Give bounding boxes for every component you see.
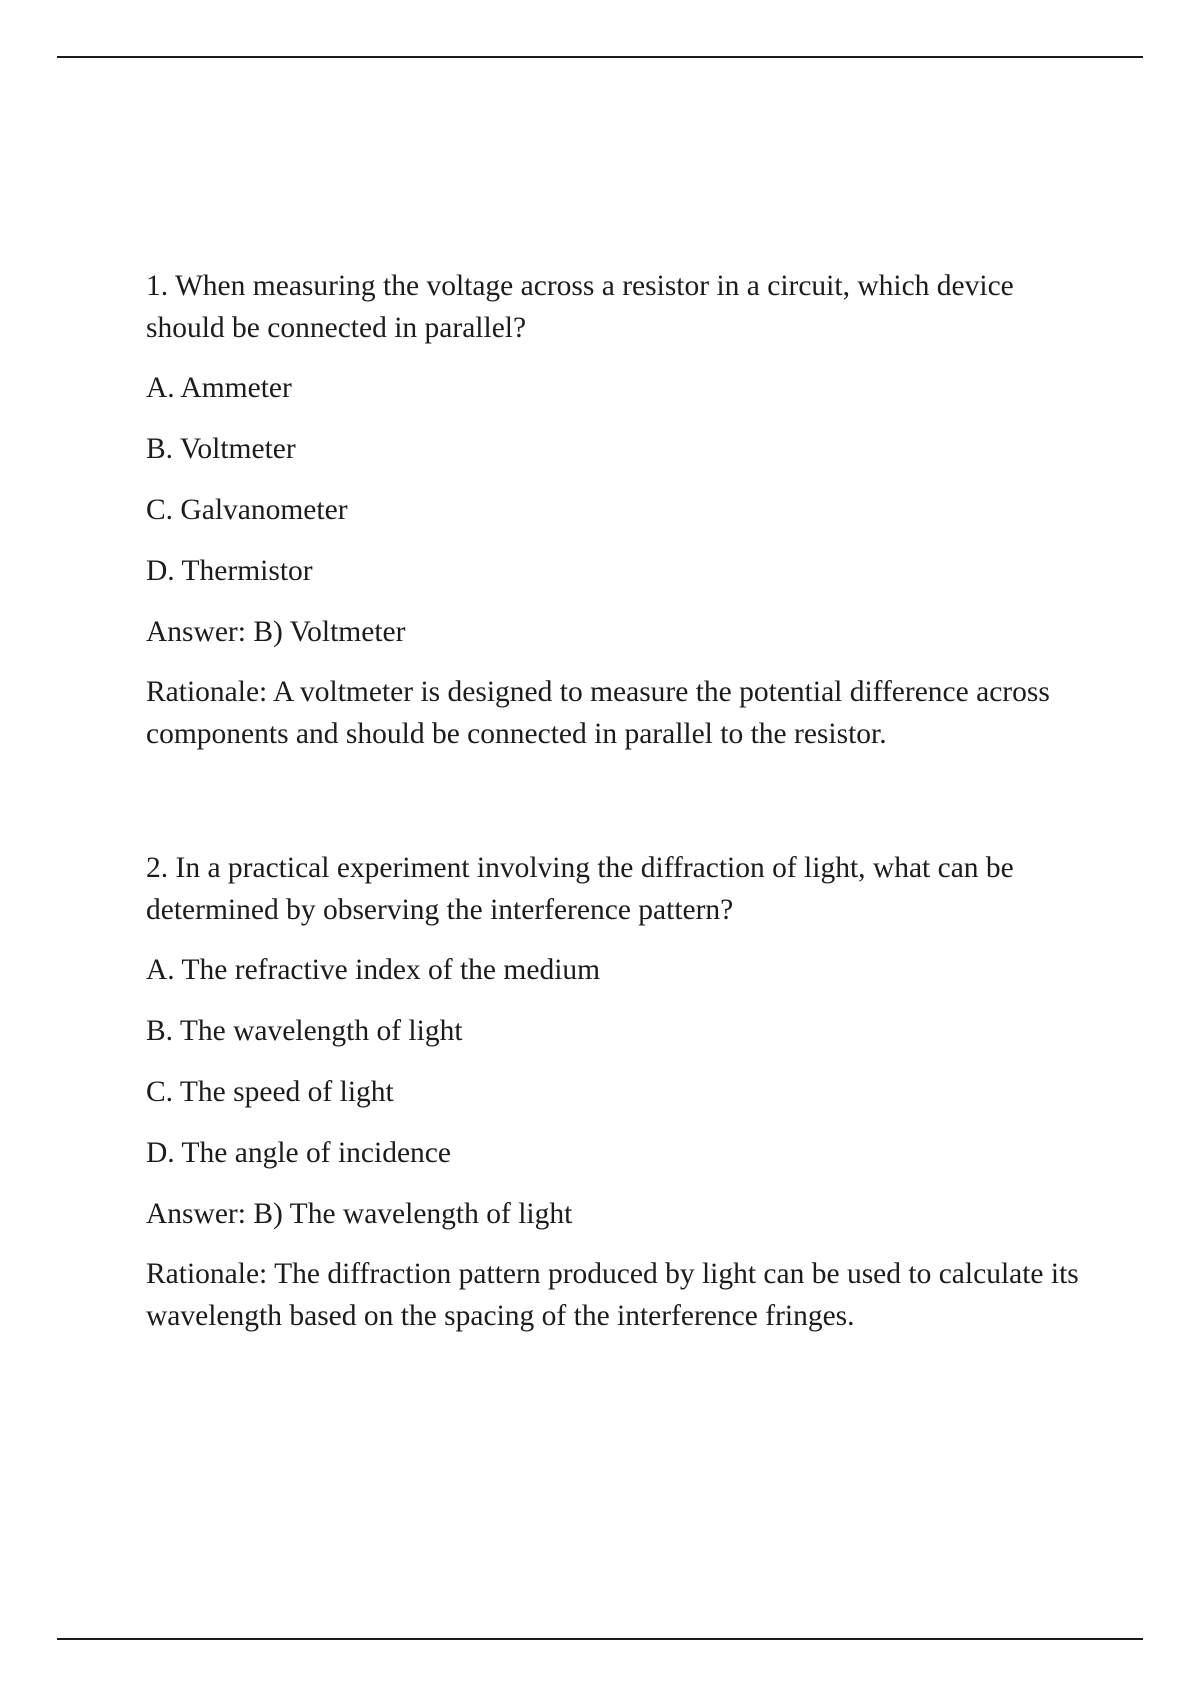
question-1-rationale: Rationale: A voltmeter is designed to measure the potential difference across components and should be connected in parallel to the resistor. <box>146 676 1050 750</box>
header-rule <box>57 56 1143 58</box>
question-1-option-c: C. Galvanometer <box>146 494 348 526</box>
question-spacer <box>146 755 1086 847</box>
question-2-rationale: Rationale: The diffraction pattern produced by light can be used to calculate its wavelength based on the spacing of the interference fringes. <box>146 1258 1079 1332</box>
question-1-option-b: B. Voltmeter <box>146 433 296 465</box>
question-2-option-a: A. The refractive index of the medium <box>146 954 601 986</box>
footer-rule <box>57 1638 1143 1640</box>
document-body <box>146 265 1086 1337</box>
question-2-text: 2. In a practical experiment involving the diffraction of light, what can be determined by observing the interference pattern? <box>146 852 1014 926</box>
question-1-answer: Answer: B) Voltmeter <box>146 616 406 648</box>
question-1 <box>146 265 1086 755</box>
question-2 <box>146 847 1086 1337</box>
question-2-option-d: D. The angle of incidence <box>146 1137 451 1169</box>
question-2-option-c: C. The speed of light <box>146 1076 394 1108</box>
question-2-answer: Answer: B) The wavelength of light <box>146 1198 573 1230</box>
question-1-option-a: A. Ammeter <box>146 372 292 404</box>
question-1-option-d: D. Thermistor <box>146 555 313 587</box>
question-1-text: 1. When measuring the voltage across a resistor in a circuit, which device should be connected in parallel? <box>146 270 1014 344</box>
question-2-option-b: B. The wavelength of light <box>146 1015 463 1047</box>
